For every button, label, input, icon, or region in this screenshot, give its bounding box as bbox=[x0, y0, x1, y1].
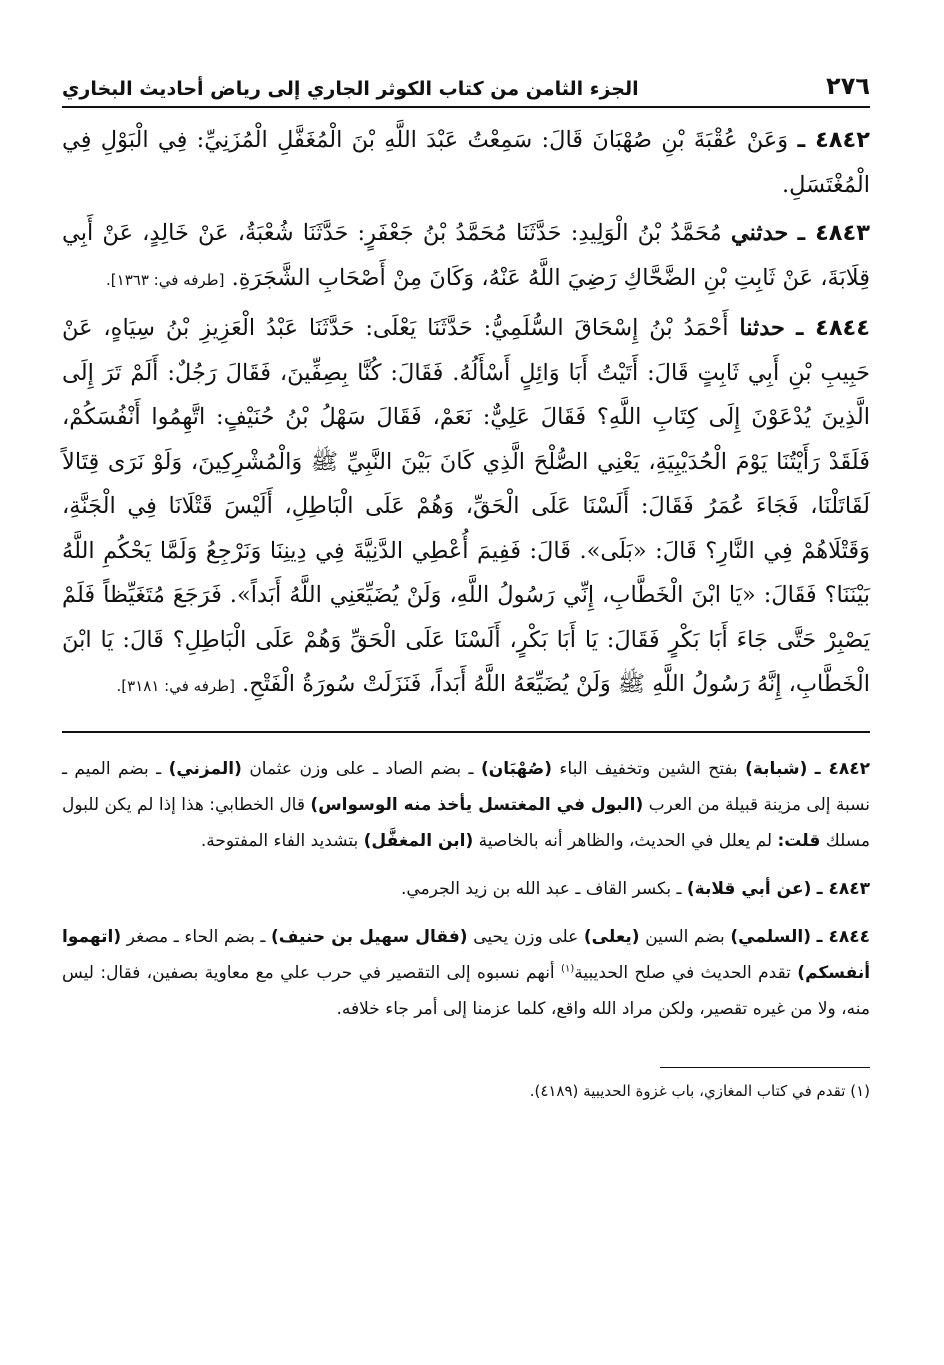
commentary-number: ٤٨٤٤ ـ bbox=[816, 926, 871, 947]
hadith-4844 bbox=[62, 306, 870, 709]
commentary-4844 bbox=[62, 919, 870, 1027]
hadith-4842 bbox=[62, 118, 870, 207]
running-title: الجزء الثامن من كتاب الكوثر الجاري إلى رياض أحاديث البخاري bbox=[62, 78, 639, 100]
commentary-term: (عن أبي قلابة) bbox=[686, 878, 812, 899]
hadith-number: ٤٨٤٣ ـ bbox=[797, 220, 870, 246]
commentary-number: ٤٨٤٣ ـ bbox=[816, 878, 870, 899]
commentary-text: لم يعلل في الحديث، والظاهر أنه بالخاصية bbox=[478, 830, 773, 851]
commentary-text: بضم السين bbox=[645, 926, 725, 947]
commentary-text: ـ بضم الحاء ـ مصغر bbox=[126, 926, 266, 947]
commentary-term: (صُهْبَان) bbox=[480, 758, 552, 779]
commentary-term: (اتهموا أنفسكم) bbox=[62, 926, 871, 983]
commentary-term: (شبابة) bbox=[745, 758, 808, 779]
section-divider bbox=[62, 731, 870, 733]
hadith-number: ٤٨٤٢ ـ bbox=[797, 127, 871, 153]
hadith-lead-word: حدثني bbox=[730, 220, 789, 246]
commentary-term: (يعلى) bbox=[583, 926, 640, 947]
hadith-text: مُحَمَّدُ بْنُ الْوَلِيدِ: حَدَّثَنَا مُحَمَّدُ بْنُ جَعْفَرٍ: حَدَّثَنَا شُعْبَةُ، عَنْ خَالِدٍ، عَنْ أَبِي قِلَابَةَ، عَنْ ثَابِتِ بْنِ الضَّحَّاكِ رَضِيَ اللَّهُ عَنْهُ، وَكَانَ مِنْ أَصْحَابِ الشَّجَرَةِ. bbox=[62, 220, 870, 291]
hadith-text: وَعَنْ عُقْبَةَ بْنِ صُهْبَانَ قَالَ: سَمِعْتُ عَبْدَ اللَّهِ بْنَ الْمُغَفَّلِ الْمُزَنِيِّ: فِي الْبَوْلِ فِي الْمُغْتَسَلِ. bbox=[62, 127, 870, 198]
commentary-term: (المزني) bbox=[168, 758, 242, 779]
hadith-cross-reference: [طرفه في: ١٣٦٣]. bbox=[106, 270, 225, 289]
commentary-text: ـ بضم الميم ـ نسبة إلى مزينة قبيلة من العرب bbox=[62, 758, 871, 815]
hadith-text-section bbox=[62, 118, 870, 709]
hadith-cross-reference: [طرفه في: ٣١٨١]. bbox=[116, 677, 235, 695]
hadith-lead-word: حدثنا bbox=[739, 315, 785, 341]
hadith-text: أَحْمَدُ بْنُ إِسْحَاقَ السُّلَمِيُّ: حَدَّثَنَا يَعْلَى: حَدَّثَنَا عَبْدُ الْعَزِيزِ بْنُ سِيَاهٍ، عَنْ حَبِيبِ بْنِ أَبِي ثَابِتٍ قَالَ: أَتَيْتُ أَبَا وَائِلٍ أَسْأَلُهُ. فَقَالَ: كُنَّا بِصِفِّينَ، فَقَالَ رَجُلٌ: أَلَمْ تَرَ إِلَى الَّذِينَ يُدْعَوْنَ إِلَى كِتَابِ اللَّهِ؟ فَقَالَ عَلِيٌّ: نَعَمْ، فَقَالَ سَهْلُ بْنُ حُنَيْفٍ: اتَّهِمُوا أَنْفُسَكُمْ، فَلَقَدْ رَأَيْتُنَا يَوْمَ الْحُدَيْبِيَةِ، يَعْنِي الصُّلْحَ الَّذِي كَانَ بَيْنَ النَّبِيِّ ﷺ وَالْمُشْرِكِينَ، وَلَوْ نَرَى قِتَالاً لَقَاتَلْنَا، فَجَاءَ عُمَرُ فَقَالَ: أَلَسْنَا عَلَى الْحَقِّ، وَهُمْ عَلَى الْبَاطِلِ، أَلَيْسَ قَتْلَانَا فِي الْجَنَّةِ، وَقَتْلَاهُمْ فِي النَّارِ؟ قَالَ: «بَلَى». قَالَ: فَفِيمَ أُعْطِي الدَّنِيَّةَ فِي دِينِنَا وَنَرْجِعُ وَلَمَّا يَحْكُمِ اللَّهُ بَيْنَنَا؟ فَقَالَ: «يَا ابْنَ الْخَطَّابِ، إِنِّي رَسُولُ اللَّهِ، وَلَنْ يُضَيِّعَنِي اللَّهُ أَبَداً». فَرَجَعَ مُتَغَيِّظاً فَلَمْ يَصْبِرْ حَتَّى جَاءَ أَبَا بَكْرٍ فَقَالَ: يَا أَبَا بَكْرٍ، أَلَسْنَا عَلَى الْحَقِّ وَهُمْ عَلَى الْبَاطِلِ؟ قَالَ: يَا ابْنَ الْخَطَّابِ، إِنَّهُ رَسُولُ اللَّهِ ﷺ وَلَنْ يُضَيِّعَهُ اللَّهُ أَبَداً، فَنَزَلَتْ سُورَةُ الْفَتْحِ. bbox=[62, 315, 870, 697]
commentary-term: (البول في المغتسل يأخذ منه الوسواس) bbox=[310, 794, 644, 815]
commentary-text: بتشديد الفاء المفتوحة. bbox=[200, 830, 359, 851]
page-header bbox=[62, 58, 870, 108]
commentary-text: بفتح الشين وتخفيف الباء bbox=[559, 758, 738, 779]
hadith-4843 bbox=[62, 211, 870, 302]
commentary-term: (السلمي) bbox=[730, 926, 811, 947]
footnote-rule bbox=[660, 1067, 870, 1068]
page-number: ٢٧٦ bbox=[826, 72, 870, 100]
commentary-term: (ابن المغفَّل) bbox=[363, 830, 474, 851]
commentary-text: ـ بكسر القاف ـ عبد الله بن زيد الجرمي. bbox=[401, 878, 682, 899]
commentary-number: ٤٨٤٢ ـ bbox=[814, 758, 871, 779]
footnote-text: تقدم في كتاب المغازي، باب غزوة الحديبية (٤١٨٩). bbox=[529, 1081, 846, 1100]
commentary-term: قلت: bbox=[777, 830, 821, 851]
hadith-number: ٤٨٤٤ ـ bbox=[795, 315, 871, 341]
commentary-section bbox=[62, 751, 870, 1027]
commentary-text: ـ بضم الصاد ـ على وزن عثمان bbox=[249, 758, 474, 779]
footnote-marker[interactable]: (١) bbox=[561, 962, 575, 974]
commentary-text: أنهم نسبوه إلى التقصير في حرب علي مع معاوية بصفين، فقال: ليس منه، ولا من غيره تقصير، ولكن مراد الله واقع، كلما عزمنا إلى أمر جاء خلافه. bbox=[62, 962, 870, 1019]
commentary-text: على وزن يحيى bbox=[473, 926, 579, 947]
commentary-text: قال الخطابي: هذا إذا لم يكن للبول مسلك bbox=[62, 794, 870, 851]
footnote bbox=[62, 1078, 870, 1104]
book-page bbox=[62, 58, 870, 1338]
footnote-number: (١) bbox=[850, 1081, 870, 1100]
commentary-4843 bbox=[62, 871, 870, 907]
commentary-term: (فقال سهيل بن حنيف) bbox=[271, 926, 468, 947]
commentary-text: تقدم الحديث في صلح الحديبية bbox=[574, 962, 791, 983]
commentary-4842 bbox=[62, 751, 870, 859]
